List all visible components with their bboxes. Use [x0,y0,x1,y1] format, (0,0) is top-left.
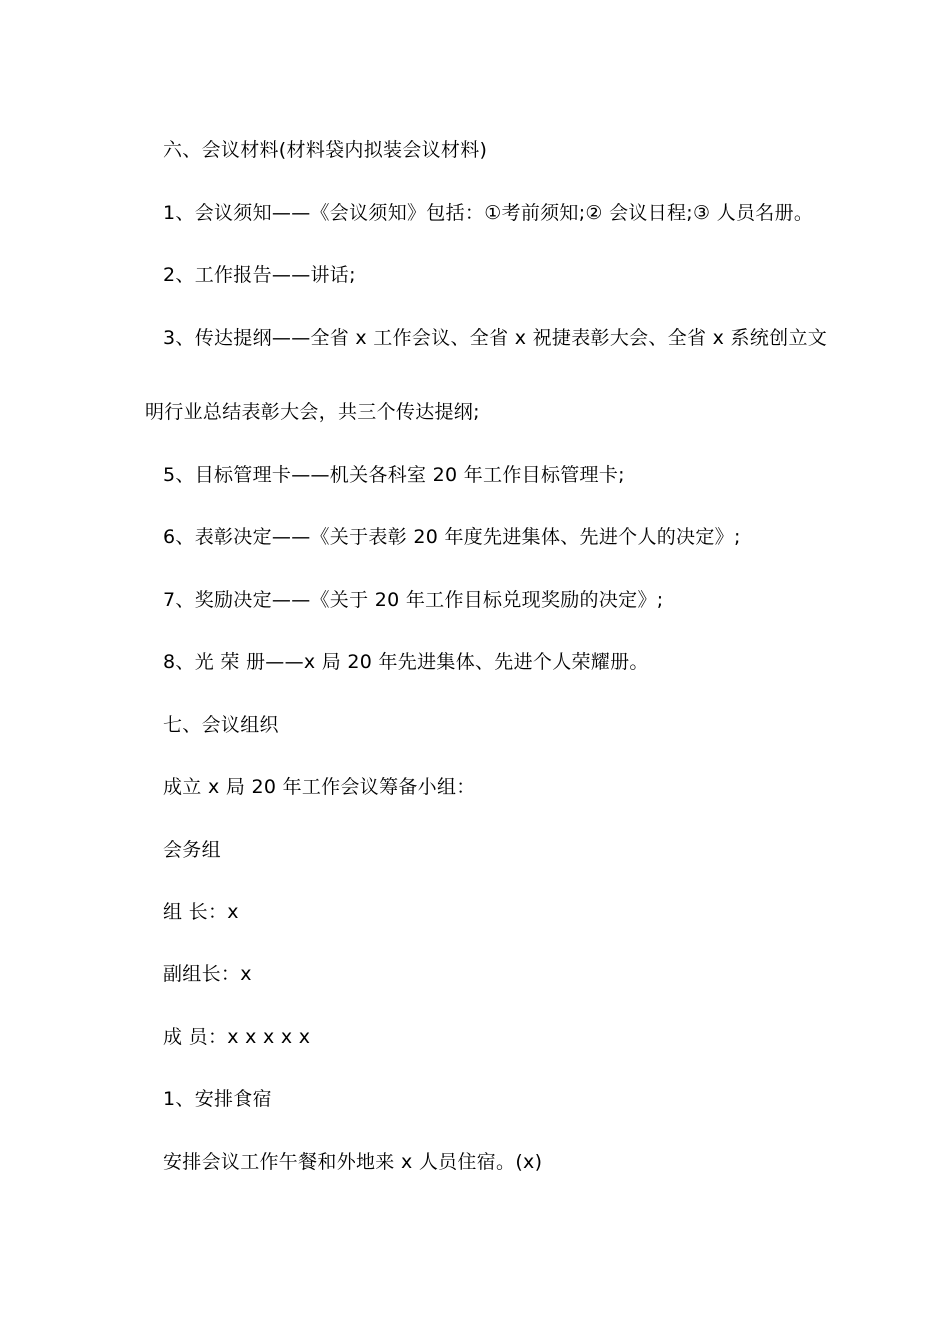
section-heading-organization: 七、会议组织 [163,714,279,736]
list-item-target-card: 5、目标管理卡——机关各科室 20 年工作目标管理卡; [163,464,625,486]
list-item-meeting-notice: 1、会议须知——《会议须知》包括：①考前须知;② 会议日程;③ 人员名册。 [163,202,814,224]
deputy-group-leader: 副组长：x [163,963,252,985]
subheading-affairs-group: 会务组 [163,839,221,861]
task-description-accommodation: 安排会议工作午餐和外地来 x 人员住宿。(x) [163,1151,543,1173]
list-item-outline: 3、传达提纲——全省 x 工作会议、全省 x 祝捷表彰大会、全省 x 系统创立文 [163,327,828,349]
task-heading-accommodation: 1、安排食宿 [163,1088,272,1110]
list-item-commendation-decision: 6、表彰决定——《关于表彰 20 年度先进集体、先进个人的决定》; [163,526,741,548]
list-item-honor-roll: 8、光 荣 册——x 局 20 年先进集体、先进个人荣耀册。 [163,651,649,673]
group-members: 成 员：x x x x x [163,1026,311,1048]
section-heading-materials: 六、会议材料(材料袋内拟装会议材料) [163,139,488,161]
list-item-reward-decision: 7、奖励决定——《关于 20 年工作目标兑现奖励的决定》; [163,589,664,611]
group-leader: 组 长：x [163,901,239,923]
list-item-work-report: 2、工作报告——讲话; [163,264,356,286]
list-item-outline-continuation: 明行业总结表彰大会，共三个传达提纲; [145,401,480,423]
paragraph-prep-group: 成立 x 局 20 年工作会议筹备小组： [163,776,476,798]
